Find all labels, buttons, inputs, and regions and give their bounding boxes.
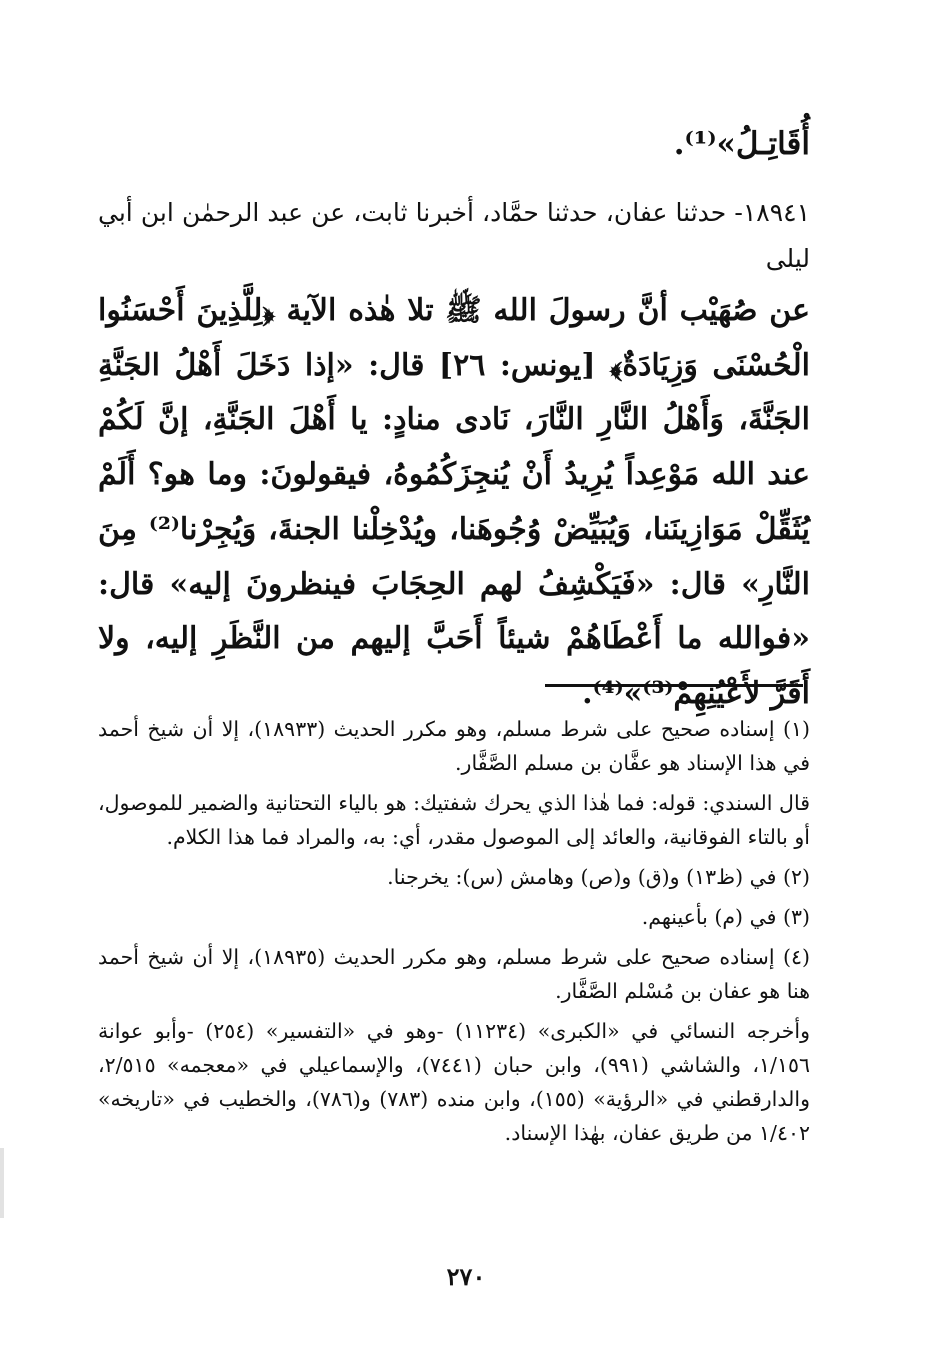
footnote-4-continuation: وأخرجه النسائي في «الكبرى» (١١٢٣٤) -وهو في «التفسير» (٢٥٤) -وأبو عوانة ١/١٥٦، والشاشي (٩٩١)، وابن حبان (٧٤٤١)، والإسماعيلي في «معجمه» ٢/٥١٥، والدارقطني في «الرؤية» (١٥٥)، وابن منده (٧٨٣) و(٧٨٦)، والخطيب في «تاريخه» ١/٤٠٢ من طريق عفان، بهٰذا الإسناد.	[98, 1019, 811, 1145]
footnotes	[98, 712, 810, 1152]
footnote-separator	[545, 684, 803, 687]
footnote-4: (٤) إسناده صحيح على شرط مسلم، وهو مكرر الحديث (١٨٩٣٥)، إلا أن شيخ أحمد هنا هو عفان بن مُسْلم الصَّفَّار.	[98, 945, 810, 1003]
footnote-1: (١) إسناده صحيح على شرط مسلم، وهو مكرر الحديث (١٨٩٣٣)، إلا أن شيخ أحمد في هذا الإسناد هو عفَّان بن مسلم الصَّفَّار.	[98, 717, 810, 775]
hadith-header: ١٨٩٤١- حدثنا عفان، حدثنا حمَّاد، أخبرنا ثابت، عن عبد الرحمٰن ابن أبي ليلى	[98, 198, 810, 273]
footnote-1-continuation: قال السندي: قوله: فما هٰذا الذي يحرك شفتيك: هو بالياء التحتانية والضمير للموصول، أو بالتاء الفوقانية، والعائد إلى الموصول مقدر، أي: به، والمراد فما هذا الكلام.	[98, 791, 810, 849]
footnote-3: (٣) في (م) بأعينهم.	[641, 905, 810, 929]
footnote-2: (٢) في (ظ١٣) و(ق) و(ص) وهامش (س): يخرجنا.	[387, 865, 810, 889]
hadith-body: عن صُهَيْب أنَّ رسولَ الله ﷺ تلا هٰذه الآية ﴿لِلَّذِينَ أَحْسَنُوا الْحُسْنَى وَزِيَادَةٌ﴾ [يونس: ٢٦] قال: «إذا دَخَلَ أَهْلُ الجَنَّةِ الجَنَّةَ، وَأَهْلُ النَّارِ النَّارَ، نَادى منادٍ: يا أَهْلَ الجَنَّةِ، إنَّ لَكُمْ عند الله مَوْعِداً يُرِيدُ أَنْ يُنجِزَكُمُوهُ، فيقولونَ: وما هو؟ أَلَمْ يُثَقِّلْ مَوَازِينَنا، وَيُبَيِّضْ وُجُوهَنا، ويُدْخِلْنا الجنةَ، وَيُجِرْنا⁽²⁾ مِنَ النَّارِ» قال: «فَيَكْشِفُ لهم الحِجَابَ فينظرونَ إليه» قال: «فوالله ما أَعْطَاهُمْ شيئاً أَحَبَّ إليهم من النَّظَرِ إليه، ولا أَقَرَّ لأَعْيُنِهِمْ⁽³⁾»⁽⁴⁾.	[98, 293, 810, 711]
page-number: ٢٧٠	[446, 1262, 486, 1291]
opening-line: أُقَاتِـلُ»⁽¹⁾.	[673, 126, 810, 162]
scan-edge-mark	[0, 1148, 4, 1218]
